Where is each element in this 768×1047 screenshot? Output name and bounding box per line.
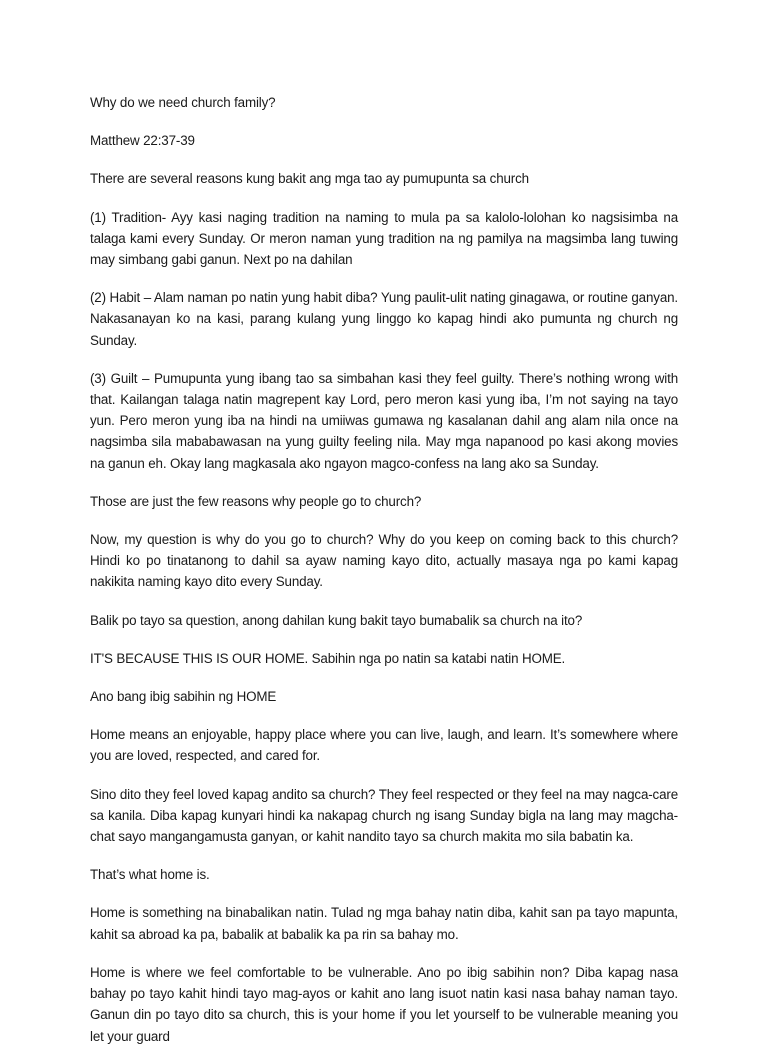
paragraph-home-means: Home means an enjoyable, happy place where you can live, laugh, and learn. It’s somewhere where you are loved, respected, and cared for.: [90, 727, 678, 764]
paragraph-few-reasons: Those are just the few reasons why people go to church?: [90, 493, 422, 509]
paragraph-intro: There are several reasons kung bakit ang mga tao ay pumupunta sa church: [90, 171, 529, 187]
scripture-reference: Matthew 22:37-39: [90, 133, 195, 149]
paragraph-our-home: IT'S BECAUSE THIS IS OUR HOME. Sabihin nga po natin sa katabi natin HOME.: [90, 650, 566, 666]
paragraph-sino-dito: Sino dito they feel loved kapag andito sa church? They feel respected or they feel na may nagca-care sa kanila. Diba kapag kunyari hindi ka nakapag church ng isang Sunday bigla na lang may magcha-chat sayo mangangamusta ganyan, or kahit nandito tayo sa church makita mo sila babatin ka.: [90, 786, 678, 845]
paragraph-binabalikan: Home is something na binabalikan natin. Tulad ng mga bahay natin diba, kahit san pa tayo mapunta, kahit sa abroad ka pa, babalik at babalik ka pa rin sa bahay mo.: [90, 905, 678, 942]
paragraph-habit: (2) Habit – Alam naman po natin yung habit diba? Yung paulit-ulit nating ginagawa, or routine ganyan. Nakasanayan ko na kasi, parang kulang yung linggo ko kapag hindi ako pumunta ng church ng Sunday.: [90, 290, 678, 348]
paragraph-ano-bang: Ano bang ibig sabihin ng HOME: [90, 689, 277, 705]
paragraph-balik: Balik po tayo sa question, anong dahilan kung bakit tayo bumabalik sa church na ito?: [90, 612, 583, 628]
paragraph-vulnerable: Home is where we feel comfortable to be vulnerable. Ano po ibig sabihin non? Diba kapag nasa bahay po tayo kahit hindi tayo mag-ayos or kahit ano lang isuot natin kasi nasa bahay naman tayo. Ganun din po tayo dito sa church, this is your home if you let yourself to be vulnerable meaning you let your guard: [90, 964, 678, 1044]
paragraph-guilt: (3) Guilt – Pumupunta yung ibang tao sa simbahan kasi they feel guilty. There’s nothing wrong with that. Kailangan talaga natin magrepent kay Lord, pero meron kasi yung iba, I’m not saying na tayo yun. Pero meron yung iba na hindi na umiiwas gumawa ng kasalanan dahil ang alam nila once na nagsimba sila mababawasan na yung guilty feeling nila. May mga napanood po kasi akong movies na ganun eh. Okay lang magkasala ako ngayon magco-confess na lang ako sa Sunday.: [90, 370, 678, 471]
paragraph-question: Now, my question is why do you go to church? Why do you keep on coming back to this church? Hindi ko po tinatanong to dahil sa ayaw naming kayo dito, actually masaya nga po kami kapag nakikita naming kayo dito every Sunday.: [90, 532, 678, 590]
paragraph-thats-home: That’s what home is.: [90, 867, 210, 883]
paragraph-tradition: (1) Tradition- Ayy kasi naging tradition na naming to mula pa sa kalolo-lolohan ko nagsisimba na talaga kami every Sunday. Or meron naman yung tradition na ng pamilya na magsimba lang tuwing may simbang gabi ganun. Next po na dahilan: [90, 209, 678, 268]
document-title: Why do we need church family?: [90, 95, 276, 110]
document-body: [90, 92, 678, 1047]
